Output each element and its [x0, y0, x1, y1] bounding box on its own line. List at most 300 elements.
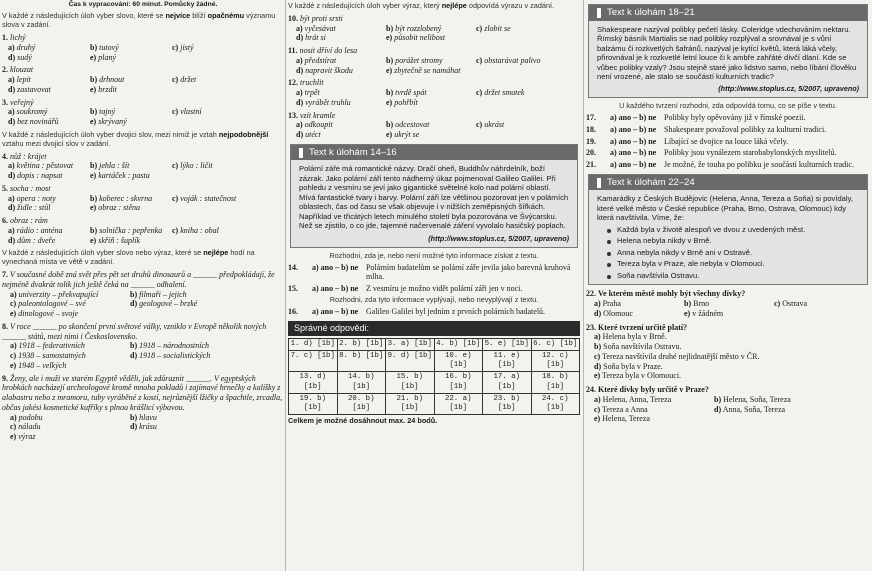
option-letter: a)	[8, 75, 15, 85]
answer-cell: 12. c) [1b]	[532, 351, 581, 372]
question-number: 5.	[2, 183, 8, 193]
answer-option[interactable]	[10, 361, 130, 371]
condition-item	[607, 236, 859, 245]
question	[586, 385, 870, 395]
option-letter: e)	[90, 84, 97, 94]
question	[586, 289, 870, 299]
answer-option[interactable]	[476, 56, 571, 66]
option-text: 1948 – velkých	[18, 360, 67, 370]
option-letter: d)	[130, 422, 138, 432]
answer-option[interactable]	[8, 53, 90, 63]
answer-option[interactable]	[296, 33, 386, 43]
option-text: kniha : obal	[180, 225, 219, 235]
answer-option[interactable]	[594, 332, 870, 342]
option-letter: c)	[476, 23, 483, 33]
option-letter: b)	[386, 55, 394, 65]
option-text: druhý	[16, 42, 36, 52]
option-letter: d)	[714, 404, 722, 414]
instruction-fill-blanks: V každé z následujících úloh vyber slovo nebo výraz, které se nejlépe hodí na vynechaná místa ve větě v zadání.	[2, 248, 255, 267]
option-letter: c)	[774, 299, 781, 309]
option-text: Helena byla v Brně.	[602, 332, 667, 342]
answer-option[interactable]	[90, 171, 172, 181]
question-number: 23.	[586, 322, 596, 332]
option-letter: b)	[386, 23, 394, 33]
question	[2, 216, 284, 226]
option-text: obstarávat palivo	[484, 55, 541, 65]
question-prompt: vzít kramle	[300, 110, 336, 120]
answer-option[interactable]	[594, 371, 870, 381]
questions-fill-blanks	[2, 270, 284, 442]
option-text: napravit škodu	[305, 65, 353, 75]
panel-text: Kamarádky z Českých Budějovic (Helena, Anna, Tereza a Soňa) si povídaly, které velké město v České republice (Praha, Brno, Ostrava, Olomouc) kdy která navštívila. Víme, že:	[597, 194, 853, 223]
condition-item	[607, 271, 859, 280]
condition-text: Soňa navštívila Ostravu.	[617, 270, 700, 280]
option-text: krásu	[139, 422, 157, 432]
conditions-list	[597, 225, 859, 280]
option-text: vlastní	[180, 107, 202, 117]
option-letter: c)	[476, 120, 483, 130]
answer-option[interactable]	[172, 75, 254, 85]
answer-option[interactable]	[296, 24, 386, 34]
option-letter: d)	[296, 65, 304, 75]
option-text: 1938 – samostatných	[18, 351, 86, 361]
panel-marker	[597, 178, 601, 188]
instruction-idioms: V každé z následujících úloh vyber výraz, který nejlépe odpovídá výrazu v zadání.	[288, 1, 555, 10]
option-text: univerzity – překvapující	[18, 289, 99, 299]
statement-text: Shakespeare považoval polibky za kulturní tradici.	[664, 124, 827, 134]
true-false-list-1	[288, 263, 580, 294]
answer-option[interactable]	[90, 43, 172, 53]
answer-cell: 18. b) [1b]	[532, 372, 581, 393]
bullet-icon	[607, 263, 611, 267]
yes-no-choice[interactable]: a) ano – b) ne	[610, 124, 657, 134]
option-text: 1918 – národnostních	[139, 341, 210, 351]
answer-option[interactable]	[90, 226, 172, 236]
answer-option[interactable]	[386, 120, 476, 130]
answer-option[interactable]	[594, 362, 870, 372]
answer-cell: 15. b) [1b]	[386, 372, 435, 393]
option-text: tutový	[99, 42, 119, 52]
answer-option[interactable]	[594, 352, 870, 362]
option-letter: d)	[594, 308, 602, 318]
answer-option[interactable]	[296, 88, 386, 98]
option-text: židle : stůl	[17, 203, 51, 213]
option-text: zastavovat	[17, 84, 51, 94]
option-letter: b)	[714, 394, 722, 404]
question-prompt: truchlit	[300, 78, 324, 88]
option-text: jistý	[180, 42, 194, 52]
option-letter: b)	[90, 107, 98, 117]
yes-no-choice[interactable]: a) ano – b) ne	[610, 136, 657, 146]
question	[2, 270, 284, 290]
answer-option[interactable]	[8, 203, 90, 213]
statement-text: Líbající se dvojice na louce láká včely.	[664, 136, 789, 146]
option-letter: d)	[8, 171, 16, 181]
option-text: bez novinářů	[17, 117, 59, 127]
answer-option[interactable]	[8, 43, 90, 53]
question-prompt: Které dívky byly určitě v Praze?	[598, 385, 709, 395]
statement-text: Polibky jsou vynálezem starobabylonských myslitelů.	[664, 148, 837, 158]
answer-option[interactable]	[296, 66, 386, 76]
option-text: zlobit se	[484, 23, 511, 33]
option-letter: a)	[10, 289, 17, 299]
option-letter: e)	[90, 203, 97, 213]
answer-option[interactable]	[386, 33, 476, 43]
question	[2, 374, 284, 413]
column-left	[2, 0, 284, 571]
answer-option[interactable]	[172, 107, 254, 117]
yes-no-choice[interactable]: a) ano – b) ne	[312, 284, 359, 294]
option-letter: c)	[476, 88, 483, 98]
score-note: Celkem je možné dosáhnout max. 24 bodů.	[288, 415, 438, 425]
option-grid	[10, 290, 284, 319]
answer-option[interactable]	[172, 194, 254, 204]
panel-title: Text k úlohám 22–24	[607, 176, 695, 188]
option-grid	[10, 341, 284, 370]
answer-option[interactable]	[386, 24, 476, 34]
answer-cell: 24. c) [1b]	[532, 394, 581, 415]
option-text: Tereza a Anna	[602, 404, 648, 414]
option-text: Helena, Anna, Tereza	[602, 394, 672, 404]
answer-option[interactable]	[684, 309, 774, 319]
answer-cell: 9. d) [1b]	[386, 351, 435, 372]
panel-text: Polární záře má romantické názvy. Dračí oheň, Buddhův náhrdelník, boží zázrak. Jako polární záři tento nádherný úkaz pojmenoval Galileo Galilei. Při pohledu z vesmíru se jeví jako gigantické světelné kolo nad polární oblastí. Mívá fantastické tvary i barvy. Polární záři lze většinou pozorovat jen v polárních oblastech, čas od času se však objevuje i v nižších zeměpisných šířkách. Například ve třicátých letech minulého století byla pozorována ve Švýcarsku. Než se zjistilo, o co jde, tajemné načervenalé záření vyvolalo hasičský poplach.	[299, 164, 569, 231]
instruction-tf2: Rozhodni, zda tyto informace vyplývají, nebo nevyplývají z textu.	[329, 294, 539, 304]
answer-cell: 22. a) [1b]	[435, 394, 484, 415]
option-text: vyrábět truhlu	[305, 97, 351, 107]
answer-option[interactable]	[172, 43, 254, 53]
option-text: ukrýt se	[394, 130, 420, 140]
question-prompt: být proti srsti	[300, 13, 343, 23]
option-letter: e)	[386, 65, 393, 75]
yes-no-choice[interactable]: a) ano – b) ne	[610, 160, 657, 170]
option-grid	[8, 194, 284, 214]
option-text: Tereza navštívila druhé nejlidnatější město v ČR.	[602, 351, 760, 361]
option-letter: a)	[8, 42, 15, 52]
option-text: náladu	[18, 422, 41, 432]
answer-option[interactable]	[476, 24, 571, 34]
answer-option[interactable]	[8, 75, 90, 85]
option-letter: c)	[172, 225, 179, 235]
question-number: 6.	[2, 216, 8, 226]
option-letter: c)	[594, 404, 601, 414]
option-letter: b)	[130, 289, 138, 299]
answer-option[interactable]	[714, 395, 834, 405]
option-text: držet	[180, 75, 197, 85]
yes-no-choice[interactable]: a) ano – b) ne	[610, 113, 657, 123]
answer-option[interactable]	[714, 405, 834, 415]
answer-option[interactable]	[90, 107, 172, 117]
option-text: lepit	[16, 75, 31, 85]
option-text: skrývaný	[98, 117, 127, 127]
answer-cell: 11. e) [1b]	[483, 351, 532, 372]
question	[2, 322, 284, 342]
answer-option[interactable]	[172, 226, 254, 236]
option-letter: e)	[594, 414, 601, 424]
answer-option[interactable]	[594, 395, 714, 405]
answer-option[interactable]	[296, 130, 386, 140]
question-prompt: klouzat	[10, 65, 34, 75]
answer-option[interactable]	[386, 88, 476, 98]
option-letter: d)	[8, 84, 16, 94]
answer-option[interactable]	[386, 130, 476, 140]
answer-option[interactable]	[476, 120, 571, 130]
answer-option[interactable]	[130, 413, 250, 423]
option-letter: d)	[130, 351, 138, 361]
true-false-item	[288, 284, 580, 294]
option-letter: d)	[296, 97, 304, 107]
answer-option[interactable]	[10, 351, 130, 361]
condition-text: Každá byla v životě alespoň ve dvou z uvedených měst.	[617, 224, 806, 234]
answer-option[interactable]	[386, 98, 476, 108]
option-grid	[594, 395, 870, 424]
answer-option[interactable]	[10, 413, 130, 423]
answer-option[interactable]	[10, 422, 130, 432]
option-text: dopis : napsat	[17, 171, 63, 181]
answer-option[interactable]	[130, 299, 250, 309]
answer-option[interactable]	[386, 56, 476, 66]
option-letter: e)	[90, 171, 97, 181]
question	[288, 14, 580, 24]
option-text: jehla : šít	[99, 161, 130, 171]
questions-opposites	[2, 33, 284, 127]
option-text: držet smutek	[484, 88, 525, 98]
answer-option[interactable]	[10, 432, 130, 442]
option-text: odcestovat	[395, 120, 430, 130]
option-letter: e)	[684, 308, 691, 318]
answer-option[interactable]	[8, 236, 90, 246]
answer-option[interactable]	[684, 299, 774, 309]
answer-option[interactable]	[90, 203, 172, 213]
answer-cell: 7. c) [1b]	[289, 351, 338, 372]
condition-text: Helena nebyla nikdy v Brně.	[617, 236, 712, 246]
answer-cell: 8. b) [1b]	[338, 351, 387, 372]
option-letter: d)	[8, 235, 16, 245]
option-text: hrát si	[305, 33, 326, 43]
option-text: ukrást	[484, 120, 505, 130]
answer-option[interactable]	[8, 117, 90, 127]
option-letter: a)	[296, 88, 303, 98]
answer-option[interactable]	[774, 299, 869, 309]
option-text: tvrdě spát	[395, 88, 427, 98]
option-text: Helena, Tereza	[602, 414, 650, 424]
option-grid	[296, 88, 580, 108]
option-text: Helena, Soňa, Tereza	[723, 394, 791, 404]
answer-option[interactable]	[296, 120, 386, 130]
answer-option[interactable]	[10, 341, 130, 351]
option-letter: b)	[684, 299, 692, 309]
question	[2, 184, 284, 194]
column-middle	[288, 0, 580, 571]
option-grid	[594, 332, 870, 381]
option-text: koberec : skvrna	[99, 193, 153, 203]
option-text: Soňa navštívila Ostravu.	[603, 342, 682, 352]
answer-option[interactable]	[90, 194, 172, 204]
question-prompt: Ve kterém městě mohly být všechny dívky?	[598, 289, 746, 299]
question	[2, 65, 284, 75]
answer-option[interactable]	[594, 414, 714, 424]
answer-option[interactable]	[130, 341, 250, 351]
option-letter: c)	[172, 75, 179, 85]
answer-option[interactable]	[8, 226, 90, 236]
statement-text: Galileo Galilei byl jedním z prvních polárních badatelů.	[366, 306, 546, 316]
option-grid	[296, 120, 580, 140]
answer-cell: 14. b) [1b]	[338, 372, 387, 393]
option-text: Olomouc	[603, 308, 633, 318]
option-grid	[8, 75, 284, 95]
question	[586, 323, 870, 333]
answer-option[interactable]	[10, 309, 130, 319]
true-false-list-2	[288, 307, 580, 317]
answer-option[interactable]	[10, 299, 130, 309]
option-text: 1918 – socialistických	[139, 351, 211, 361]
answer-option[interactable]	[90, 75, 172, 85]
option-grid	[10, 413, 284, 442]
option-letter: c)	[10, 422, 17, 432]
option-text: drhnout	[99, 75, 125, 85]
answers-table	[288, 338, 580, 414]
answer-option[interactable]	[594, 405, 714, 415]
option-letter: b)	[594, 342, 602, 352]
answer-cell: 17. a) [1b]	[483, 372, 532, 393]
answer-option[interactable]	[8, 194, 90, 204]
answer-option[interactable]	[296, 56, 386, 66]
instruction-tf1: Rozhodni, zda je, nebo není možné tyto informace získat z textu.	[329, 250, 539, 260]
option-letter: e)	[386, 130, 393, 140]
option-grid	[296, 24, 580, 44]
option-letter: a)	[8, 193, 15, 203]
answer-option[interactable]	[130, 351, 250, 361]
bullet-icon	[607, 229, 611, 233]
option-text: vyčesávat	[304, 23, 336, 33]
option-text: tajný	[99, 107, 116, 117]
question-prompt: V roce ______ po skončení první světové války, vzniklo v Evropě několik nových ______ států, mezi nimi i Československo.	[2, 321, 267, 341]
condition-item	[607, 259, 859, 268]
answer-option[interactable]	[386, 66, 476, 76]
option-letter: a)	[8, 107, 15, 117]
true-false-item	[586, 125, 870, 135]
question-number: 3.	[2, 97, 8, 107]
answer-option[interactable]	[90, 117, 172, 127]
option-text: působit nelibost	[394, 33, 446, 43]
time-note: Čas k vypracování: 60 minut. Pomůcky žádné.	[68, 1, 218, 8]
answer-cell: 23. b) [1b]	[483, 394, 532, 415]
answer-cell: 20. b) [1b]	[338, 394, 387, 415]
answer-cell: 1. d) [1b]	[289, 339, 338, 351]
answer-option[interactable]	[296, 98, 386, 108]
answer-option[interactable]	[130, 290, 250, 300]
option-text: 1918 – federativních	[18, 341, 85, 351]
true-false-item	[288, 263, 580, 283]
statement-text: Z vesmíru je možno vidět polární záři jen v noci.	[366, 284, 523, 294]
option-letter: c)	[10, 351, 17, 361]
option-grid	[8, 43, 284, 63]
option-text: být rozzlobený	[395, 23, 442, 33]
option-letter: b)	[90, 225, 98, 235]
question-23	[586, 323, 870, 382]
yes-no-choice[interactable]: a) ano – b) ne	[312, 262, 359, 272]
option-letter: d)	[8, 203, 16, 213]
option-letter: a)	[8, 161, 15, 171]
condition-item	[607, 225, 859, 234]
question-number: 9.	[2, 373, 8, 383]
option-text: Ostrava	[782, 299, 808, 309]
option-letter: a)	[296, 23, 303, 33]
question-number: 21.	[586, 160, 596, 170]
panel-text: Shakespeare nazýval polibky pečetí lásky. Coleridge vdechováním nektaru. Římský básník Martialis se nad polibky rozplýval a srovnával je s vůní balzámu či rozkvetlých šafránů, nazýval je kytící květů, která láká včely, přirovnával je k rozkvetlé letní louce či k ambře zahřáté dívčí dlaní. Kde se vůbec polibky vzaly? Jsou stejně staré jako lidstvo samo, nebo líbání člověku není vrozené, ale stalo se součástí kulturních tradic?	[597, 24, 857, 81]
option-text: Soňa byla v Praze.	[603, 361, 663, 371]
answer-option[interactable]	[8, 161, 90, 171]
answer-option[interactable]	[594, 342, 870, 352]
answer-option[interactable]	[8, 171, 90, 181]
panel-source: (http://www.stoplus.cz, 5/2007, upraveno)	[428, 233, 569, 243]
true-false-list-3	[586, 113, 870, 170]
answer-option[interactable]	[476, 88, 571, 98]
answer-option[interactable]	[90, 161, 172, 171]
question-number: 19.	[586, 136, 596, 146]
option-letter: c)	[10, 299, 17, 309]
question-number: 15.	[288, 284, 298, 294]
panel-title: Text k úlohám 14–16	[309, 146, 397, 158]
answer-option[interactable]	[90, 53, 172, 63]
option-text: dinologové – svoje	[18, 309, 79, 319]
option-letter: a)	[10, 412, 17, 422]
column-divider	[285, 0, 286, 571]
instruction-analogies: V každé z následujících úloh vyber dvojici slov, mezi nimiž je vztah nejpodobnější vztahu mezi dvojicí slov v zadání.	[2, 129, 269, 148]
option-text: předstírat	[304, 55, 337, 65]
answer-option[interactable]	[130, 422, 250, 432]
answer-option[interactable]	[172, 161, 254, 171]
option-letter: c)	[476, 55, 483, 65]
panel-title: Text k úlohám 18–21	[607, 7, 695, 18]
question-prompt: lichý	[10, 33, 26, 43]
bullet-icon	[607, 275, 611, 279]
option-letter: e)	[90, 117, 97, 127]
answer-option[interactable]	[90, 85, 172, 95]
questions-analogies	[2, 152, 284, 246]
option-text: voják : statečnost	[180, 193, 237, 203]
answer-option[interactable]	[8, 107, 90, 117]
option-text: utéct	[305, 130, 321, 140]
option-text: geologové – brzké	[139, 299, 198, 309]
question-number: 11.	[288, 46, 298, 56]
option-text: skříň : šuplík	[98, 235, 140, 245]
bullet-icon	[607, 240, 611, 244]
option-letter: a)	[296, 55, 303, 65]
question-number: 16.	[288, 306, 298, 316]
question-22	[586, 289, 870, 318]
option-text: planý	[98, 52, 116, 62]
question	[2, 33, 284, 43]
option-text: Brno	[693, 299, 710, 309]
answer-option[interactable]	[594, 299, 684, 309]
yes-no-choice[interactable]: a) ano – b) ne	[610, 148, 657, 158]
answer-option[interactable]	[594, 309, 684, 319]
answer-option[interactable]	[90, 236, 172, 246]
option-grid	[8, 107, 284, 127]
question	[288, 78, 580, 88]
option-letter: e)	[386, 33, 393, 43]
condition-text: Tereza byla v Praze, ale nebyla v Olomouci.	[617, 259, 765, 269]
answer-option[interactable]	[8, 85, 90, 95]
answer-option[interactable]	[10, 290, 130, 300]
option-text: Tereza byla v Olomouci.	[602, 371, 682, 381]
option-text: trpět	[304, 88, 320, 98]
column-divider	[583, 0, 584, 571]
option-letter: b)	[130, 412, 138, 422]
yes-no-choice[interactable]: a) ano – b) ne	[312, 306, 359, 316]
option-letter: b)	[90, 193, 98, 203]
